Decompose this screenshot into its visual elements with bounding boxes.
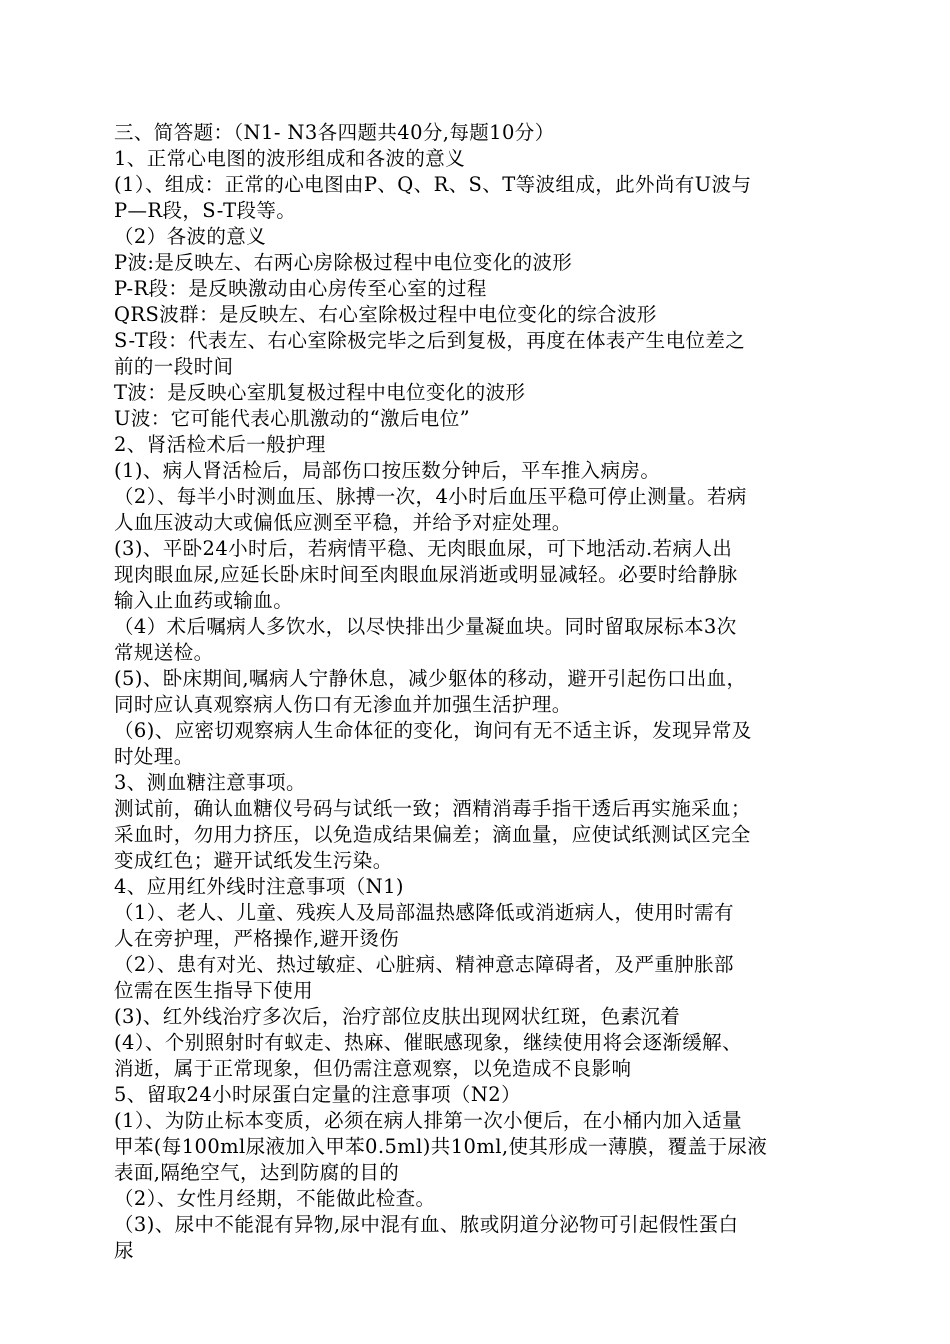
text-line: 采血时，勿用力挤压，以免造成结果偏差；滴血量，应使试纸测试区完全 — [114, 823, 751, 846]
text-line: 变成红色；避开试纸发生污染。 — [114, 849, 393, 872]
text-line: 人在旁护理，严格操作,避开烫伤 — [114, 927, 400, 950]
text-line: （3)、尿中不能混有异物,尿中混有血、脓或阴道分泌物可引起假性蛋白 — [114, 1213, 739, 1236]
text-line: 位需在医生指导下使用 — [114, 979, 314, 1002]
text-line: 人血压波动大或偏低应测至平稳，并给予对症处理。 — [114, 511, 572, 534]
text-line: （2）、每半小时测血压、脉搏一次，4小时后血压平稳可停止测量。若病 — [114, 485, 747, 508]
text-line: 2、肾活检术后一般护理 — [114, 433, 326, 456]
text-line: （2）、女性月经期，不能做此检查。 — [114, 1187, 436, 1210]
text-line: 5、留取24小时尿蛋白定量的注意事项（N2） — [114, 1083, 521, 1106]
text-line: 前的一段时间 — [114, 355, 234, 378]
text-line: P-R段：是反映激动由心房传至心室的过程 — [114, 277, 487, 300]
text-line: 同时应认真观察病人伤口有无渗血并加强生活护理。 — [114, 693, 572, 716]
text-line: (1）、组成：正常的心电图由P、Q、R、S、T等波组成，此外尚有U波与 — [114, 173, 752, 196]
text-line: 时处理。 — [114, 745, 194, 768]
text-line: 尿 — [114, 1239, 134, 1262]
text-line: T波：是反映心室肌复极过程中电位变化的波形 — [114, 381, 526, 404]
text-line: （4）术后嘱病人多饮水，以尽快排出少量凝血块。同时留取尿标本3次 — [114, 615, 737, 638]
text-line: 消逝，属于正常现象，但仍需注意观察，以免造成不良影响 — [114, 1057, 632, 1080]
text-line: 三、简答题：（N1- N3各四题共40分,每题10分） — [114, 121, 555, 144]
text-line: U波：它可能代表心肌激动的“激后电位” — [114, 407, 470, 430]
text-line: （6)、应密切观察病人生命体征的变化，询问有无不适主诉，发现异常及 — [114, 719, 752, 742]
text-line: 常规送检。 — [114, 641, 214, 664]
text-line: (1)、病人肾活检后，局部伤口按压数分钟后，平车推入病房。 — [114, 459, 661, 482]
text-line: 甲苯(每100ml尿液加入甲苯0.5ml)共10ml,使其形成一薄膜，覆盖于尿液 — [114, 1135, 768, 1158]
text-line: (3)、红外线治疗多次后，治疗部位皮肤出现网状红斑，色素沉着 — [114, 1005, 681, 1028]
text-line: 表面,隔绝空气，达到防腐的目的 — [114, 1161, 400, 1184]
text-line: 测试前，确认血糖仪号码与试纸一致；酒精消毒手指干透后再实施采血； — [114, 797, 751, 820]
text-line: S-T段：代表左、右心室除极完毕之后到复极，再度在体表产生电位差之 — [114, 329, 746, 352]
text-line: P—R段，S-T段等。 — [114, 199, 297, 222]
document-body — [114, 120, 844, 1264]
text-line: 4、应用红外线时注意事项（N1) — [114, 875, 404, 898]
text-line: (1）、为防止标本变质，必须在病人排第一次小便后，在小桶内加入适量 — [114, 1109, 742, 1132]
text-line: (5)、卧床期间,嘱病人宁静休息，减少躯体的移动，避开引起伤口出血， — [114, 667, 747, 690]
text-line: （2）各波的意义 — [114, 225, 267, 248]
text-line: (4）、个别照射时有蚁走、热麻、催眠感现象，继续使用将会逐渐缓解、 — [114, 1031, 742, 1054]
text-line: （1）、老人、儿童、残疾人及局部温热感降低或消逝病人，使用时需有 — [114, 901, 734, 924]
text-line: 输入止血药或输血。 — [114, 589, 294, 612]
text-line: (3)、平卧24小时后，若病情平稳、无肉眼血尿，可下地活动.若病人出 — [114, 537, 733, 560]
text-line: QRS波群：是反映左、右心室除极过程中电位变化的综合波形 — [114, 303, 657, 326]
text-line: P波:是反映左、右两心房除极过程中电位变化的波形 — [114, 251, 573, 274]
text-line: 现肉眼血尿,应延长卧床时间至肉眼血尿消逝或明显减轻。必要时给静脉 — [114, 563, 738, 586]
text-line: 1、正常心电图的波形组成和各波的意义 — [114, 147, 466, 170]
text-line: 3、测血糖注意事项。 — [114, 771, 306, 794]
text-line: （2）、患有对光、热过敏症、心脏病、精神意志障碍者，及严重肿胀部 — [114, 953, 734, 976]
